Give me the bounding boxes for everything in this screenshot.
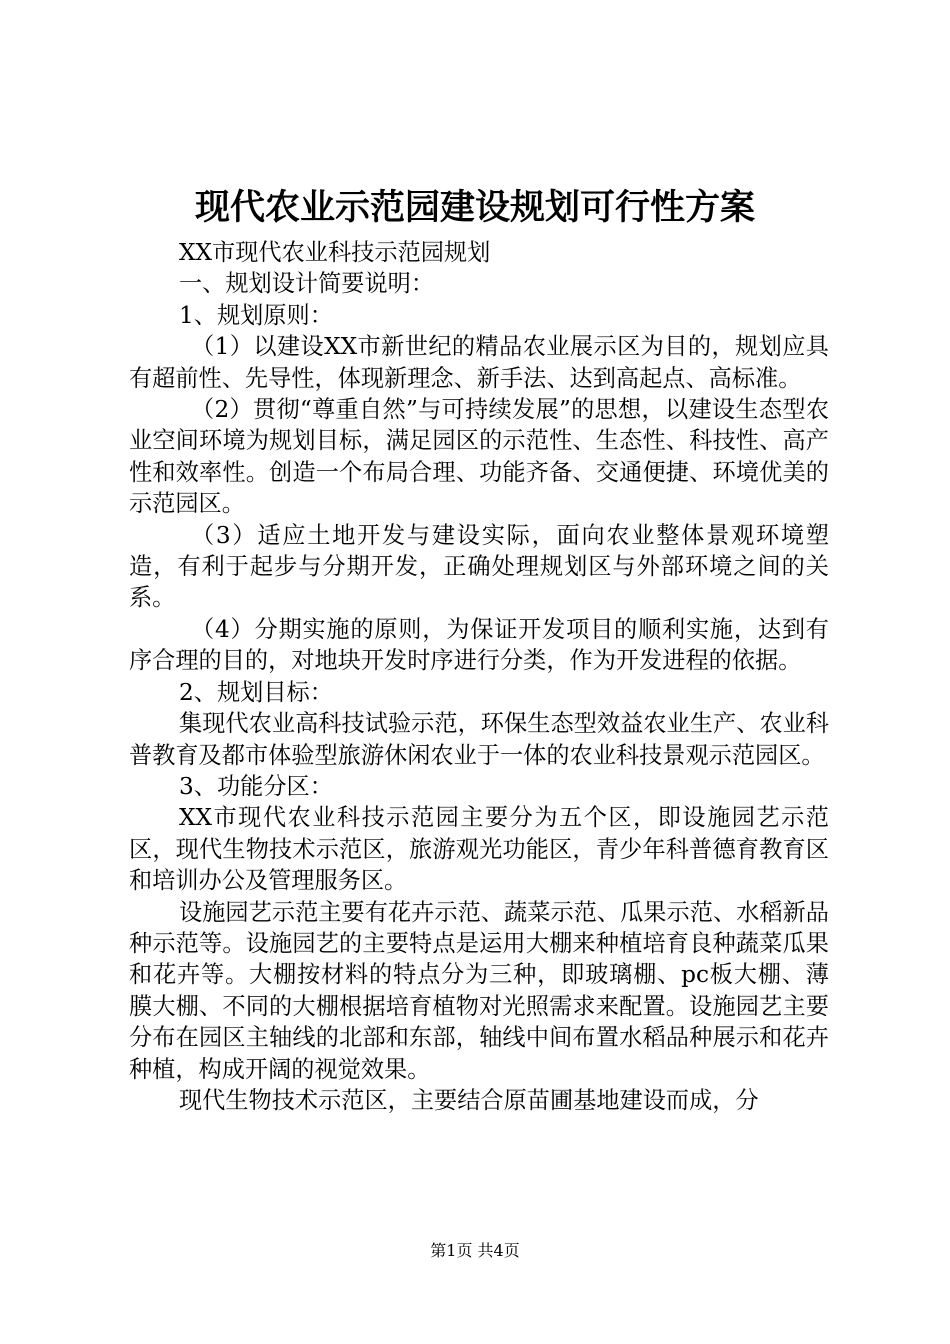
- paragraph-section-heading: 一、规划设计简要说明：: [179, 270, 435, 298]
- paragraph-principles-heading: 1、规划原则：: [179, 301, 333, 329]
- paragraph-principle-3: （3）适应土地开发与建设实际，面向农业整体景观环境塑造，有利于起步与分期开发，正确处理规划区与外部环境之间的关系。: [129, 521, 829, 612]
- paragraph-principle-2: （2）贯彻“尊重自然”与可持续发展”的思想，以建设生态型农业空间环境为规划目标，满足园区的示范性、生态性、科技性、高产性和效率性。创造一个布局合理、功能齐备、交通便捷、环境优美的示范园区。: [129, 396, 829, 518]
- paragraph-zones-heading: 3、功能分区：: [179, 772, 333, 800]
- paragraph-principle-4: （4）分期实施的原则，为保证开发项目的顺利实施，达到有序合理的目的，对地块开发时序进行分类，作为开发进程的依据。: [129, 615, 829, 675]
- paragraph-zones: XX市现代农业科技示范园主要分为五个区，即设施园艺示范区，现代生物技术示范区，旅游观光功能区，青少年科普德育教育区和培训办公及管理服务区。: [129, 804, 829, 895]
- paragraph-principle-1: （1）以建设XX市新世纪的精品农业展示区为目的，规划应具有超前性、先导性，体现新理念、新手法、达到高起点、高标准。: [129, 333, 829, 392]
- paragraph-goals-heading: 2、规划目标：: [179, 678, 333, 706]
- paragraph-goals: 集现代农业高科技试验示范，环保生态型效益农业生产、农业科普教育及都市体验型旅游休闲农业于一体的农业科技景观示范园区。: [129, 710, 829, 769]
- paragraph-subtitle: XX市现代农业科技示范园规划: [179, 239, 491, 266]
- paragraph-facility-horticulture: 设施园艺示范主要有花卉示范、蔬菜示范、瓜果示范、水稻新品种示范等。设施园艺的主要特点是运用大棚来种植培育良种蔬菜瓜果和花卉等。大棚按材料的特点分为三种，即玻璃棚、pc板大棚、薄膜大棚、不同的大棚根据培育植物对光照需求来配置。设施园艺主要分布在园区主轴线的北部和东部，轴线中间布置水稻品种展示和花卉种植，构成开阔的视觉效果。: [129, 898, 829, 1083]
- document-title: 现代农业示范园建设规划可行性方案: [194, 188, 755, 228]
- paragraph-biotech-zone: 现代生物技术示范区，主要结合原苗圃基地建设而成，分: [179, 1086, 759, 1114]
- page-footer: 第1页 共4页: [430, 1241, 520, 1260]
- document-body: [129, 237, 829, 1116]
